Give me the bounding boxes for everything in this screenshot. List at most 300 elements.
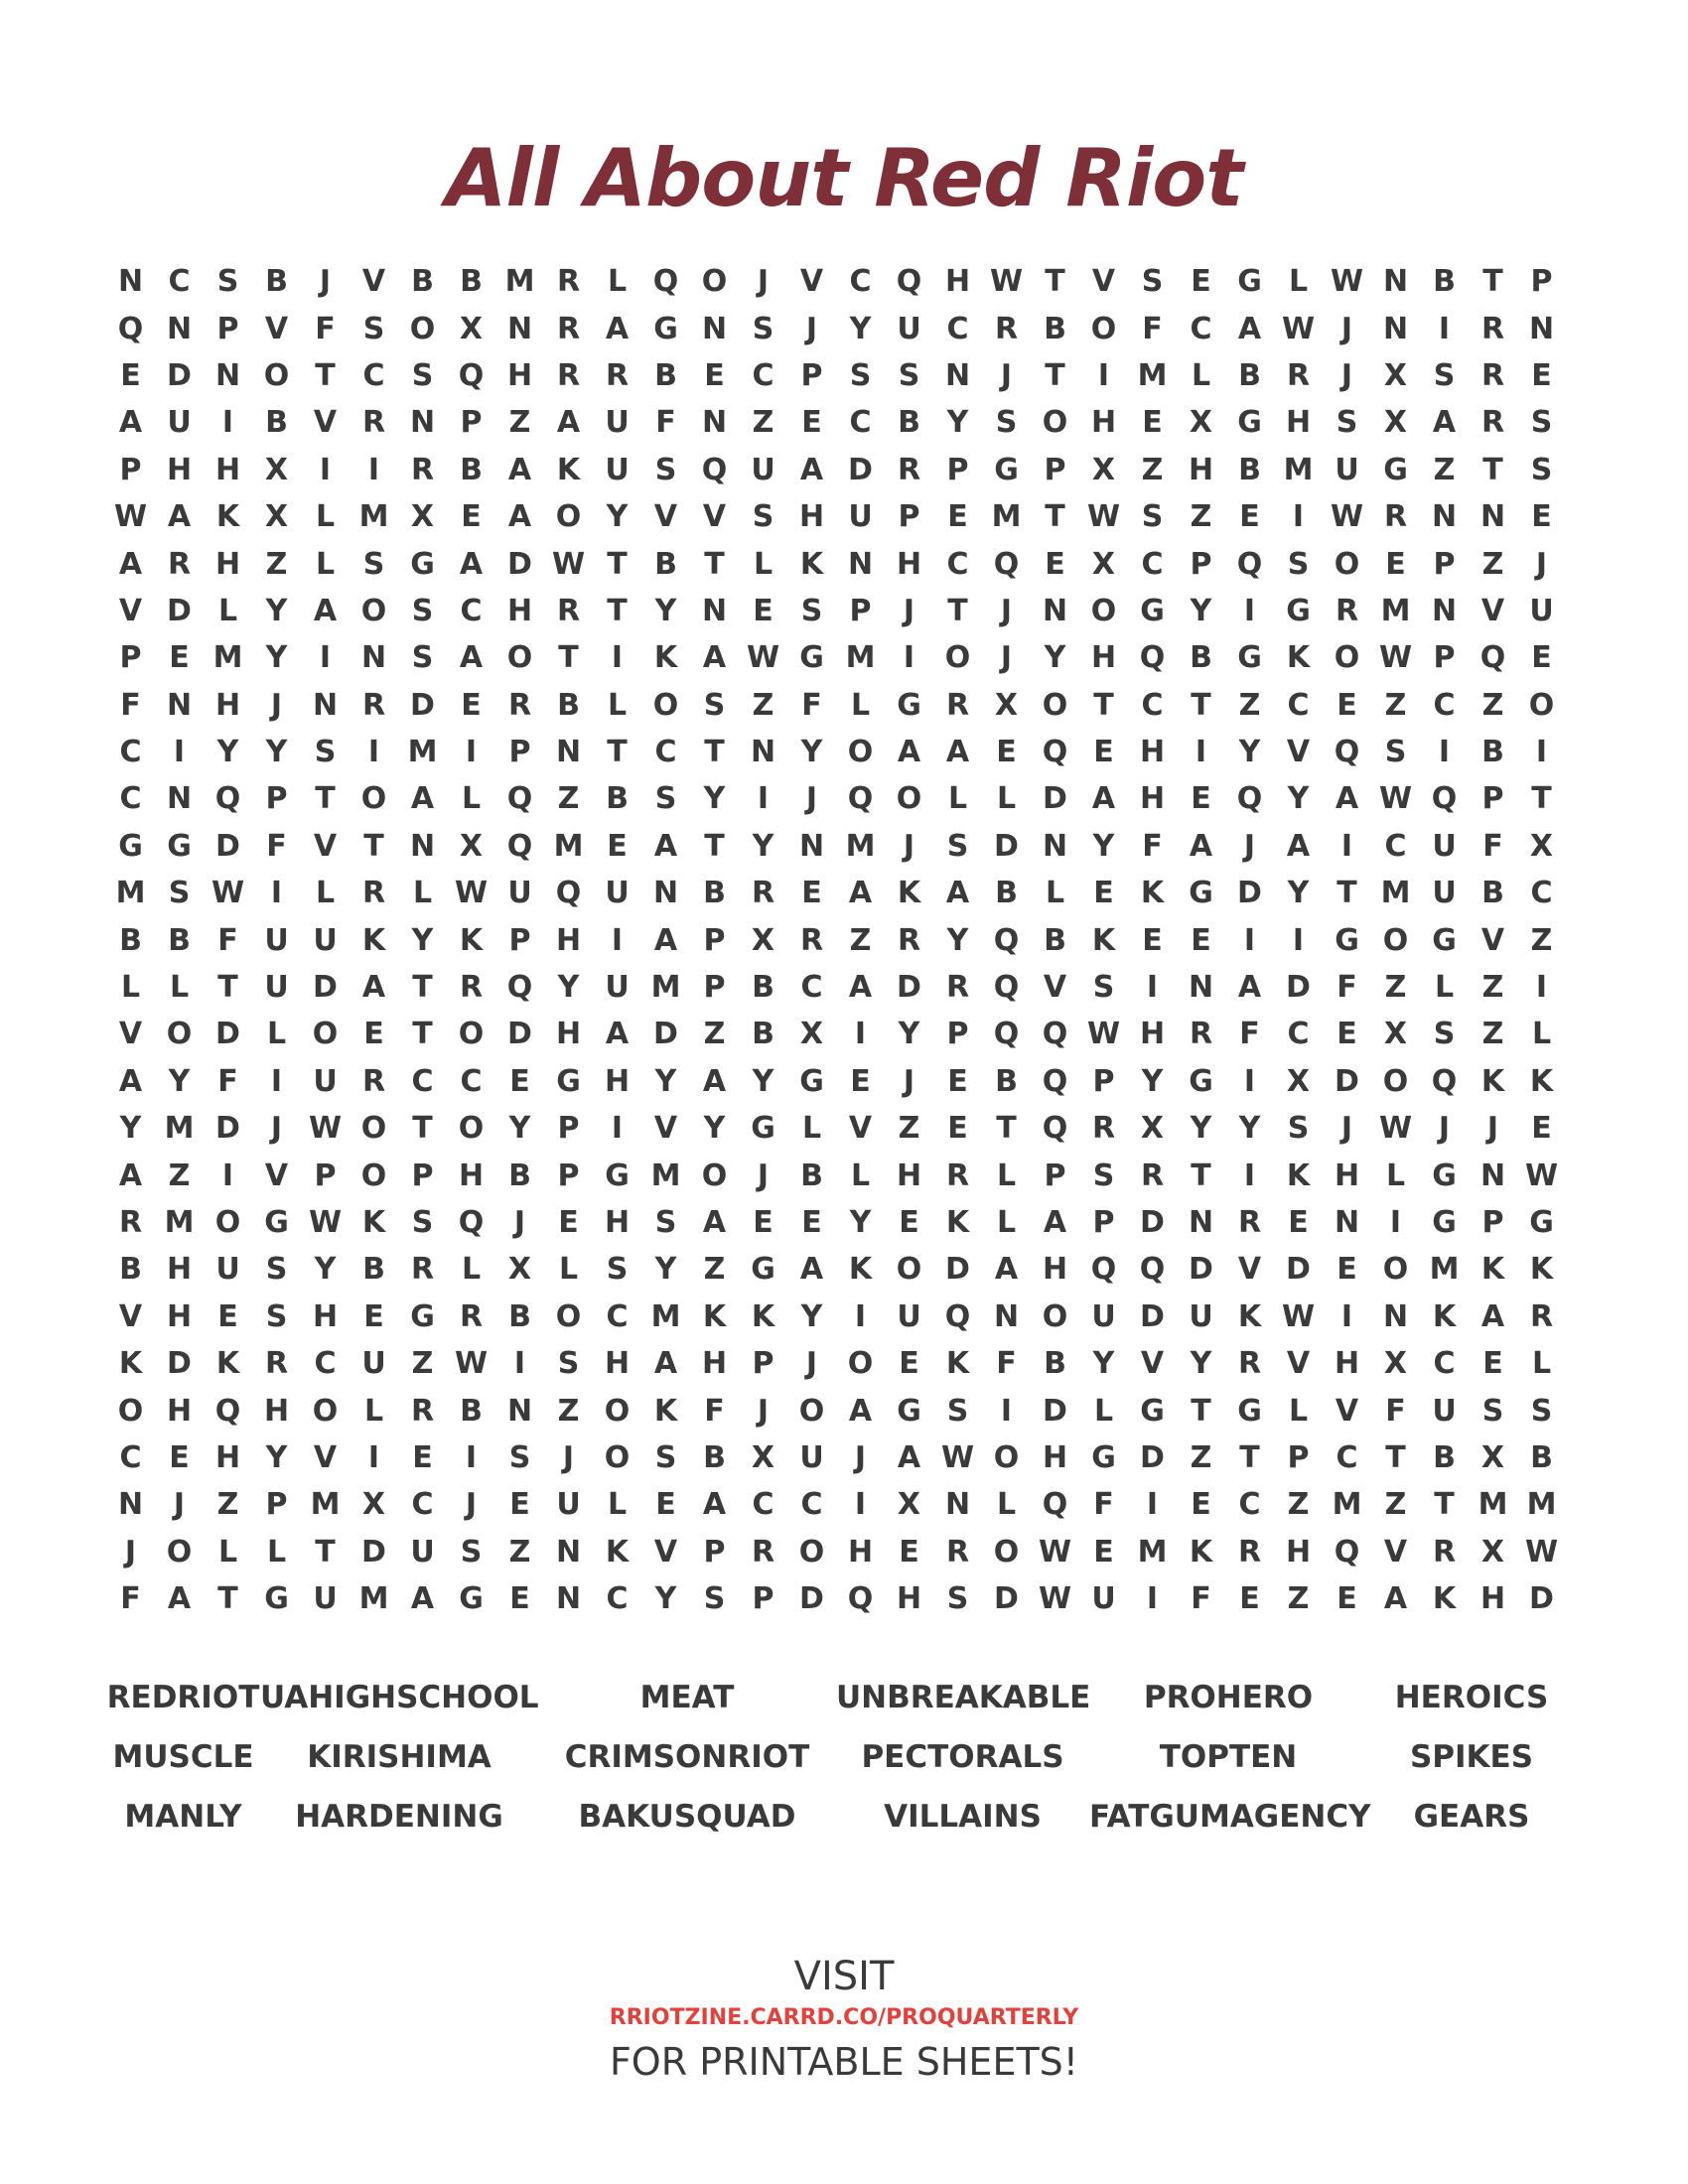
grid-letter: M bbox=[358, 499, 389, 535]
grid-letter: J bbox=[1000, 357, 1013, 393]
grid-letter: L bbox=[120, 970, 141, 1006]
grid-letter: B bbox=[508, 1158, 531, 1193]
grid-letter: R bbox=[1237, 1346, 1262, 1382]
grid-letter: V bbox=[1237, 1252, 1262, 1288]
grid-letter: U bbox=[1091, 1298, 1116, 1334]
word-bank-row bbox=[106, 1787, 1576, 1846]
grid-letter: E bbox=[1191, 922, 1211, 958]
grid-letter: A bbox=[313, 593, 338, 628]
grid-letter: X bbox=[1383, 405, 1408, 441]
grid-letter: Q bbox=[555, 876, 582, 911]
grid-letter: A bbox=[459, 640, 484, 676]
grid-letter: K bbox=[1480, 1252, 1505, 1288]
grid-letter: D bbox=[1140, 1205, 1165, 1240]
grid-letter: E bbox=[607, 828, 628, 864]
grid-letter: T bbox=[558, 640, 579, 676]
grid-letter: V bbox=[264, 1158, 289, 1193]
grid-letter: D bbox=[1529, 1581, 1554, 1617]
grid-letter: X bbox=[264, 452, 289, 487]
grid-letter: O bbox=[312, 1393, 339, 1429]
grid-letter: R bbox=[1335, 593, 1359, 628]
grid-letter: B bbox=[703, 876, 726, 911]
grid-letter: Y bbox=[1190, 593, 1212, 628]
grid-letter: I bbox=[1097, 357, 1110, 393]
grid-letter: X bbox=[1480, 1534, 1505, 1570]
grid-letter: N bbox=[1042, 593, 1068, 628]
grid-letter: R bbox=[459, 970, 484, 1006]
grid-letter: O bbox=[1382, 1063, 1409, 1099]
grid-letter: U bbox=[605, 405, 630, 441]
grid-letter: P bbox=[898, 499, 920, 535]
grid-letter: N bbox=[1188, 970, 1214, 1006]
grid-letter: C bbox=[411, 1063, 434, 1099]
grid-letter: K bbox=[1529, 1252, 1554, 1288]
grid-letter: L bbox=[947, 781, 968, 817]
grid-letter: S bbox=[752, 499, 774, 535]
grid-row bbox=[106, 352, 1566, 399]
grid-letter: R bbox=[1189, 1017, 1213, 1052]
grid-letter: T bbox=[363, 828, 384, 864]
footer-url-link[interactable]: RRIOTZINE.CARRD.CO/PROQUARTERLY bbox=[609, 2005, 1079, 2030]
grid-letter: S bbox=[1092, 1158, 1115, 1193]
grid-letter: S bbox=[411, 593, 434, 628]
grid-letter: R bbox=[897, 922, 921, 958]
grid-letter: P bbox=[216, 311, 239, 346]
grid-letter: F bbox=[1482, 828, 1503, 864]
grid-letter: L bbox=[996, 1205, 1017, 1240]
grid-letter: I bbox=[1243, 593, 1256, 628]
grid-letter: T bbox=[217, 1581, 238, 1617]
grid-letter: D bbox=[1286, 970, 1311, 1006]
grid-letter: M bbox=[164, 1111, 195, 1147]
grid-letter: M bbox=[504, 264, 535, 300]
grid-letter: G bbox=[897, 1393, 921, 1429]
grid-letter: J bbox=[270, 1111, 283, 1147]
grid-letter: H bbox=[1090, 405, 1117, 441]
grid-letter: S bbox=[995, 405, 1018, 441]
grid-letter: H bbox=[896, 1581, 922, 1617]
grid-letter: B bbox=[1433, 1439, 1456, 1475]
grid-letter: A bbox=[799, 452, 824, 487]
grid-letter: X bbox=[751, 1439, 775, 1475]
word-bank-item: PROHERO bbox=[1143, 1680, 1314, 1715]
grid-letter: W bbox=[1038, 1581, 1072, 1617]
grid-letter: U bbox=[605, 970, 630, 1006]
grid-letter: I bbox=[1243, 1063, 1256, 1099]
grid-letter: E bbox=[655, 1487, 676, 1523]
grid-letter: J bbox=[903, 828, 915, 864]
grid-letter: H bbox=[166, 1393, 193, 1429]
grid-letter: M bbox=[1137, 357, 1168, 393]
grid-letter: H bbox=[1090, 640, 1117, 676]
grid-letter: T bbox=[607, 735, 628, 770]
grid-letter: M bbox=[1283, 452, 1314, 487]
grid-letter: Z bbox=[557, 1393, 580, 1429]
grid-letter: K bbox=[702, 1298, 727, 1334]
grid-letter: E bbox=[1239, 499, 1260, 535]
grid-letter: A bbox=[994, 1252, 1019, 1288]
grid-letter: I bbox=[1292, 922, 1305, 958]
word-bank-item: REDRIOT bbox=[106, 1680, 260, 1715]
grid-letter: H bbox=[798, 499, 825, 535]
grid-letter: V bbox=[1480, 593, 1505, 628]
grid-letter: C bbox=[1433, 1346, 1456, 1382]
grid-letter: I bbox=[854, 1298, 867, 1334]
grid-letter: H bbox=[214, 546, 241, 582]
grid-letter: P bbox=[1044, 452, 1066, 487]
grid-letter: U bbox=[1335, 452, 1359, 487]
grid-letter: L bbox=[607, 264, 628, 300]
grid-letter: D bbox=[215, 828, 240, 864]
grid-letter: R bbox=[1237, 1534, 1262, 1570]
grid-letter: L bbox=[266, 1017, 287, 1052]
grid-letter: H bbox=[214, 687, 241, 723]
grid-letter: K bbox=[459, 922, 484, 958]
grid-letter: L bbox=[217, 593, 238, 628]
grid-letter: I bbox=[270, 876, 283, 911]
grid-letter: S bbox=[411, 640, 434, 676]
grid-letter: R bbox=[361, 1063, 386, 1099]
grid-letter: X bbox=[1091, 546, 1116, 582]
grid-letter: R bbox=[751, 1534, 775, 1570]
grid-letter: W bbox=[308, 1111, 343, 1147]
grid-letter: N bbox=[555, 1534, 582, 1570]
grid-letter: Q bbox=[1042, 1487, 1068, 1523]
grid-letter: A bbox=[1189, 828, 1213, 864]
grid-letter: M bbox=[115, 876, 146, 911]
grid-letter: L bbox=[1288, 264, 1309, 300]
grid-letter: A bbox=[945, 735, 970, 770]
grid-letter: B bbox=[995, 1063, 1018, 1099]
grid-letter: O bbox=[458, 1111, 485, 1147]
grid-letter: I bbox=[465, 735, 478, 770]
grid-letter: H bbox=[1139, 1017, 1166, 1052]
grid-letter: Y bbox=[654, 1581, 677, 1617]
grid-letter: Q bbox=[458, 1205, 485, 1240]
grid-letter: I bbox=[1438, 735, 1451, 770]
grid-letter: S bbox=[1530, 405, 1553, 441]
grid-letter: J bbox=[562, 1439, 575, 1475]
grid-letter: N bbox=[166, 781, 193, 817]
grid-row bbox=[106, 1011, 1566, 1057]
grid-letter: D bbox=[1286, 1252, 1311, 1288]
grid-letter: Q bbox=[1139, 1252, 1166, 1288]
grid-letter: E bbox=[753, 593, 774, 628]
grid-letter: T bbox=[1531, 781, 1552, 817]
grid-letter: G bbox=[1529, 1205, 1554, 1240]
grid-letter: H bbox=[1285, 1534, 1312, 1570]
grid-letter: Y bbox=[314, 1252, 337, 1288]
grid-letter: V bbox=[313, 1439, 338, 1475]
grid-letter: E bbox=[899, 1534, 919, 1570]
grid-letter: X bbox=[1189, 405, 1213, 441]
grid-letter: O bbox=[993, 1534, 1020, 1570]
grid-letter: S bbox=[1433, 1017, 1456, 1052]
grid-letter: Y bbox=[508, 1111, 531, 1147]
word-bank-item: MEAT bbox=[639, 1680, 735, 1715]
grid-letter: S bbox=[362, 311, 385, 346]
grid-letter: Y bbox=[1092, 1346, 1115, 1382]
grid-letter: G bbox=[1237, 264, 1262, 300]
grid-letter: B bbox=[654, 357, 677, 393]
grid-letter: S bbox=[411, 357, 434, 393]
grid-letter: E bbox=[461, 499, 482, 535]
grid-letter: R bbox=[945, 970, 970, 1006]
grid-letter: A bbox=[897, 1439, 921, 1475]
grid-letter: G bbox=[605, 1158, 630, 1193]
grid-letter: I bbox=[319, 452, 332, 487]
grid-letter: C bbox=[752, 357, 774, 393]
grid-letter: M bbox=[1429, 1252, 1460, 1288]
grid-letter: K bbox=[605, 1534, 630, 1570]
grid-letter: Z bbox=[1481, 546, 1504, 582]
grid-letter: S bbox=[1530, 1393, 1553, 1429]
grid-letter: F bbox=[801, 687, 822, 723]
grid-letter: N bbox=[166, 311, 193, 346]
grid-letter: K bbox=[945, 1346, 970, 1382]
grid-letter: M bbox=[164, 1205, 195, 1240]
grid-letter: M bbox=[845, 640, 876, 676]
grid-letter: L bbox=[461, 1252, 482, 1288]
grid-letter: T bbox=[607, 593, 628, 628]
grid-letter: Z bbox=[1287, 1487, 1310, 1523]
grid-letter: Q bbox=[1334, 1534, 1360, 1570]
grid-letter: A bbox=[848, 876, 873, 911]
grid-letter: V bbox=[1091, 264, 1116, 300]
grid-letter: J bbox=[1340, 1111, 1353, 1147]
grid-letter: K bbox=[848, 1252, 873, 1288]
grid-letter: B bbox=[460, 264, 483, 300]
grid-letter: I bbox=[1292, 499, 1305, 535]
grid-letter: N bbox=[1431, 593, 1458, 628]
grid-letter: H bbox=[506, 593, 533, 628]
grid-letter: T bbox=[1191, 1158, 1211, 1193]
grid-letter: E bbox=[1045, 546, 1065, 582]
grid-row bbox=[106, 823, 1566, 870]
grid-letter: E bbox=[1336, 1581, 1357, 1617]
grid-letter: Y bbox=[654, 1252, 677, 1288]
grid-letter: V bbox=[1286, 735, 1311, 770]
grid-letter: I bbox=[1243, 1158, 1256, 1193]
grid-letter: A bbox=[897, 735, 921, 770]
grid-letter: K bbox=[653, 1393, 678, 1429]
grid-letter: Y bbox=[946, 405, 969, 441]
grid-letter: C bbox=[1238, 1487, 1261, 1523]
word-bank-item: PECTORALS bbox=[861, 1739, 1064, 1775]
grid-letter: G bbox=[410, 1298, 435, 1334]
grid-letter: A bbox=[167, 499, 192, 535]
grid-letter: M bbox=[1526, 1487, 1557, 1523]
grid-letter: Y bbox=[898, 1017, 920, 1052]
grid-letter: X bbox=[897, 1487, 921, 1523]
grid-letter: Z bbox=[265, 546, 288, 582]
grid-letter: G bbox=[1335, 922, 1359, 958]
grid-letter: A bbox=[1286, 828, 1311, 864]
grid-letter: Q bbox=[993, 546, 1020, 582]
grid-letter: S bbox=[703, 687, 726, 723]
grid-letter: Z bbox=[168, 1158, 191, 1193]
grid-letter: O bbox=[1334, 640, 1360, 676]
grid-letter: U bbox=[1189, 1298, 1213, 1334]
grid-letter: N bbox=[1188, 1205, 1214, 1240]
grid-letter: A bbox=[118, 1158, 143, 1193]
grid-letter: S bbox=[265, 1298, 288, 1334]
grid-letter: L bbox=[461, 781, 482, 817]
grid-letter: A bbox=[1091, 781, 1116, 817]
grid-letter: E bbox=[509, 1487, 530, 1523]
grid-letter: X bbox=[1383, 1017, 1408, 1052]
grid-letter: Q bbox=[1042, 1063, 1068, 1099]
grid-letter: B bbox=[1530, 1439, 1553, 1475]
grid-letter: V bbox=[653, 499, 678, 535]
grid-letter: T bbox=[704, 546, 725, 582]
grid-letter: Y bbox=[168, 1063, 191, 1099]
grid-letter: V bbox=[1383, 1534, 1408, 1570]
grid-letter: P bbox=[703, 1534, 726, 1570]
grid-letter: Z bbox=[1433, 452, 1456, 487]
grid-letter: L bbox=[850, 1158, 871, 1193]
grid-letter: E bbox=[947, 499, 968, 535]
grid-letter: C bbox=[946, 311, 969, 346]
grid-letter: I bbox=[221, 1158, 234, 1193]
grid-letter: E bbox=[461, 687, 482, 723]
grid-letter: L bbox=[1531, 1346, 1552, 1382]
grid-letter: P bbox=[1287, 1439, 1310, 1475]
grid-letter: B bbox=[1044, 1346, 1066, 1382]
grid-letter: X bbox=[799, 1017, 824, 1052]
grid-letter: K bbox=[361, 922, 386, 958]
grid-letter: G bbox=[751, 1252, 775, 1288]
grid-letter: R bbox=[799, 922, 824, 958]
grid-letter: V bbox=[1480, 922, 1505, 958]
grid-letter: S bbox=[168, 876, 191, 911]
grid-letter: V bbox=[118, 1017, 143, 1052]
grid-letter: S bbox=[654, 1439, 677, 1475]
grid-letter: X bbox=[1529, 828, 1554, 864]
grid-letter: G bbox=[1432, 1158, 1457, 1193]
grid-letter: X bbox=[1140, 1111, 1165, 1147]
grid-letter: K bbox=[1529, 1063, 1554, 1099]
grid-letter: S bbox=[654, 781, 677, 817]
grid-letter: Q bbox=[214, 1393, 241, 1429]
grid-letter: E bbox=[850, 1063, 871, 1099]
grid-letter: K bbox=[945, 1205, 970, 1240]
grid-letter: S bbox=[1433, 357, 1456, 393]
grid-letter: S bbox=[460, 1534, 483, 1570]
grid-letter: D bbox=[994, 828, 1019, 864]
grid-letter: G bbox=[1237, 1393, 1262, 1429]
grid-letter: F bbox=[266, 828, 287, 864]
grid-letter: L bbox=[850, 687, 871, 723]
grid-letter: U bbox=[1432, 876, 1457, 911]
grid-letter: P bbox=[946, 452, 969, 487]
grid-letter: Q bbox=[1236, 546, 1263, 582]
grid-letter: G bbox=[556, 1063, 581, 1099]
grid-letter: V bbox=[264, 311, 289, 346]
grid-letter: L bbox=[315, 546, 336, 582]
grid-letter: L bbox=[607, 1487, 628, 1523]
grid-letter: E bbox=[947, 1111, 968, 1147]
grid-row bbox=[106, 1199, 1566, 1246]
grid-letter: L bbox=[996, 1158, 1017, 1193]
grid-letter: A bbox=[118, 405, 143, 441]
grid-letter: P bbox=[752, 1581, 774, 1617]
grid-letter: Q bbox=[1431, 1063, 1458, 1099]
grid-letter: N bbox=[1382, 311, 1409, 346]
grid-letter: Q bbox=[117, 311, 144, 346]
grid-letter: D bbox=[410, 687, 435, 723]
grid-letter: T bbox=[947, 593, 968, 628]
grid-letter: U bbox=[507, 876, 532, 911]
grid-letter: E bbox=[169, 640, 190, 676]
grid-letter: R bbox=[751, 876, 775, 911]
grid-letter: W bbox=[308, 1205, 343, 1240]
grid-row bbox=[106, 540, 1566, 587]
grid-letter: M bbox=[650, 1298, 681, 1334]
grid-letter: A bbox=[653, 1346, 678, 1382]
grid-letter: E bbox=[899, 1205, 919, 1240]
grid-letter: C bbox=[119, 735, 142, 770]
grid-row bbox=[106, 399, 1566, 446]
grid-letter: S bbox=[946, 1393, 969, 1429]
grid-letter: J bbox=[903, 1063, 915, 1099]
word-bank-row bbox=[106, 1727, 1576, 1787]
grid-letter: L bbox=[1434, 970, 1455, 1006]
grid-row bbox=[106, 634, 1566, 681]
grid-letter: Y bbox=[265, 735, 288, 770]
grid-letter: X bbox=[994, 687, 1019, 723]
grid-letter: J bbox=[1438, 1111, 1451, 1147]
grid-letter: O bbox=[555, 1298, 582, 1334]
grid-letter: A bbox=[702, 1063, 727, 1099]
grid-letter: O bbox=[604, 1393, 631, 1429]
grid-letter: A bbox=[118, 1063, 143, 1099]
grid-letter: J bbox=[1243, 828, 1256, 864]
grid-letter: M bbox=[1477, 1487, 1508, 1523]
grid-letter: E bbox=[1531, 1111, 1552, 1147]
grid-letter: T bbox=[1482, 264, 1503, 300]
grid-letter: I bbox=[319, 640, 332, 676]
grid-letter: R bbox=[556, 311, 581, 346]
grid-letter: C bbox=[654, 735, 677, 770]
grid-letter: B bbox=[1481, 735, 1504, 770]
word-bank-item: MANLY bbox=[124, 1799, 242, 1835]
grid-row bbox=[106, 1246, 1566, 1293]
grid-letter: W bbox=[940, 1439, 975, 1475]
grid-letter: O bbox=[360, 593, 387, 628]
grid-letter: C bbox=[1190, 311, 1212, 346]
grid-letter: N bbox=[506, 311, 533, 346]
grid-letter: O bbox=[701, 264, 728, 300]
grid-letter: H bbox=[214, 1439, 241, 1475]
grid-letter: Q bbox=[993, 970, 1020, 1006]
grid-letter: W bbox=[1038, 1534, 1072, 1570]
grid-letter: T bbox=[996, 1111, 1017, 1147]
grid-letter: B bbox=[654, 546, 677, 582]
grid-letter: I bbox=[757, 781, 770, 817]
grid-letter: W bbox=[1086, 1017, 1121, 1052]
grid-letter: P bbox=[557, 1111, 580, 1147]
grid-letter: P bbox=[849, 593, 872, 628]
grid-letter: E bbox=[217, 1298, 238, 1334]
grid-letter: E bbox=[1531, 499, 1552, 535]
grid-letter: I bbox=[1000, 1393, 1013, 1429]
grid-letter: H bbox=[604, 1346, 631, 1382]
grid-letter: E bbox=[1142, 922, 1163, 958]
grid-letter: C bbox=[460, 1063, 483, 1099]
grid-letter: R bbox=[459, 1298, 484, 1334]
grid-letter: P bbox=[1481, 781, 1504, 817]
